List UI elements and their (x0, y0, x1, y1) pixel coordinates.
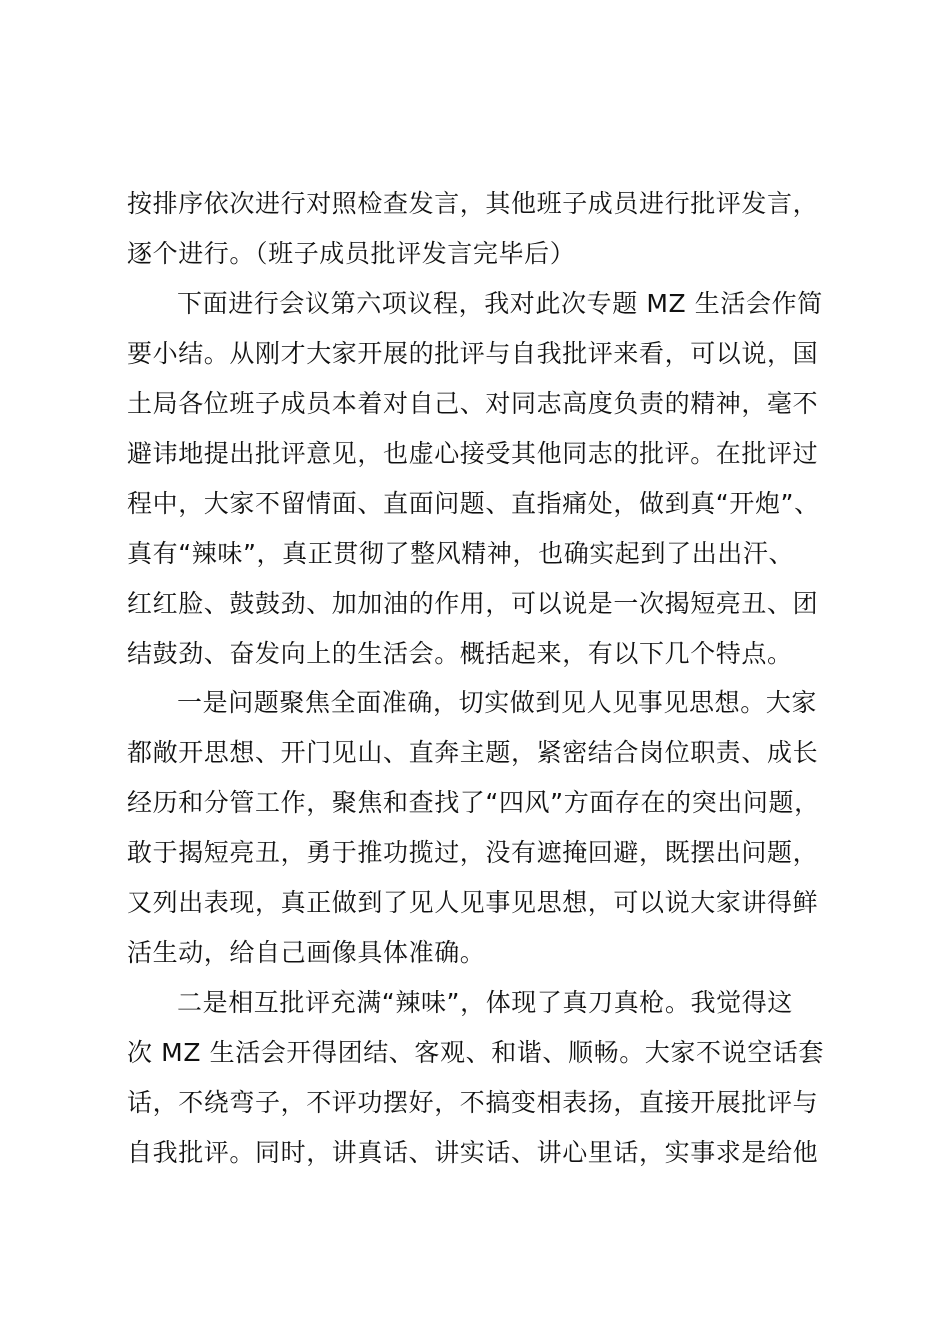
text-line: 红红脸、鼓鼓劲、加加油的作用，可以说是一次揭短亮丑、团 (127, 589, 819, 618)
text-line: 避讳地提出批评意见，也虚心接受其他同志的批评。在批评过 (127, 439, 819, 468)
paragraph-start-line: 下面进行会议第六项议程，我对此次专题 MZ 生活会作简 (177, 289, 823, 318)
text-line: 土局各位班子成员本着对自己、对同志高度负责的精神，毫不 (127, 389, 819, 418)
paragraph-start-line: 一是问题聚焦全面准确，切实做到见人见事见思想。大家 (177, 688, 818, 717)
text-line: 次 MZ 生活会开得团结、客观、和谐、顺畅。大家不说空话套 (127, 1038, 824, 1067)
text-line: 敢于揭短亮丑，勇于推功揽过，没有遮掩回避，既摆出问题， (127, 838, 819, 867)
text-line: 结鼓劲、奋发向上的生活会。概括起来，有以下几个特点。 (127, 639, 793, 668)
text-line: 真有“辣味”，真正贯彻了整风精神，也确实起到了出出汗、 (127, 539, 795, 568)
paragraph-start-line: 二是相互批评充满“辣味”，体现了真刀真枪。我觉得这 (177, 988, 793, 1017)
text-line: 要小结。从刚才大家开展的批评与自我批评来看，可以说，国 (127, 339, 819, 368)
text-line: 活生动，给自己画像具体准确。 (127, 938, 486, 967)
text-line: 又列出表现，真正做到了见人见事见思想，可以说大家讲得鲜 (127, 888, 819, 917)
text-line: 自我批评。同时，讲真话、讲实话、讲心里话，实事求是给他 (127, 1138, 819, 1167)
text-line: 按排序依次进行对照检查发言，其他班子成员进行批评发言， (127, 189, 819, 218)
text-line: 话，不绕弯子，不评功摆好，不搞变相表扬，直接开展批评与 (127, 1088, 819, 1117)
text-line: 逐个进行。（班子成员批评发言完毕后） (127, 239, 576, 268)
text-line: 程中，大家不留情面、直面问题、直指痛处，做到真“开炮”、 (127, 489, 820, 518)
text-line: 都敞开思想、开门见山、直奔主题，紧密结合岗位职责、成长 (127, 738, 819, 767)
text-line: 经历和分管工作，聚焦和查找了“四风”方面存在的突出问题， (127, 788, 820, 817)
